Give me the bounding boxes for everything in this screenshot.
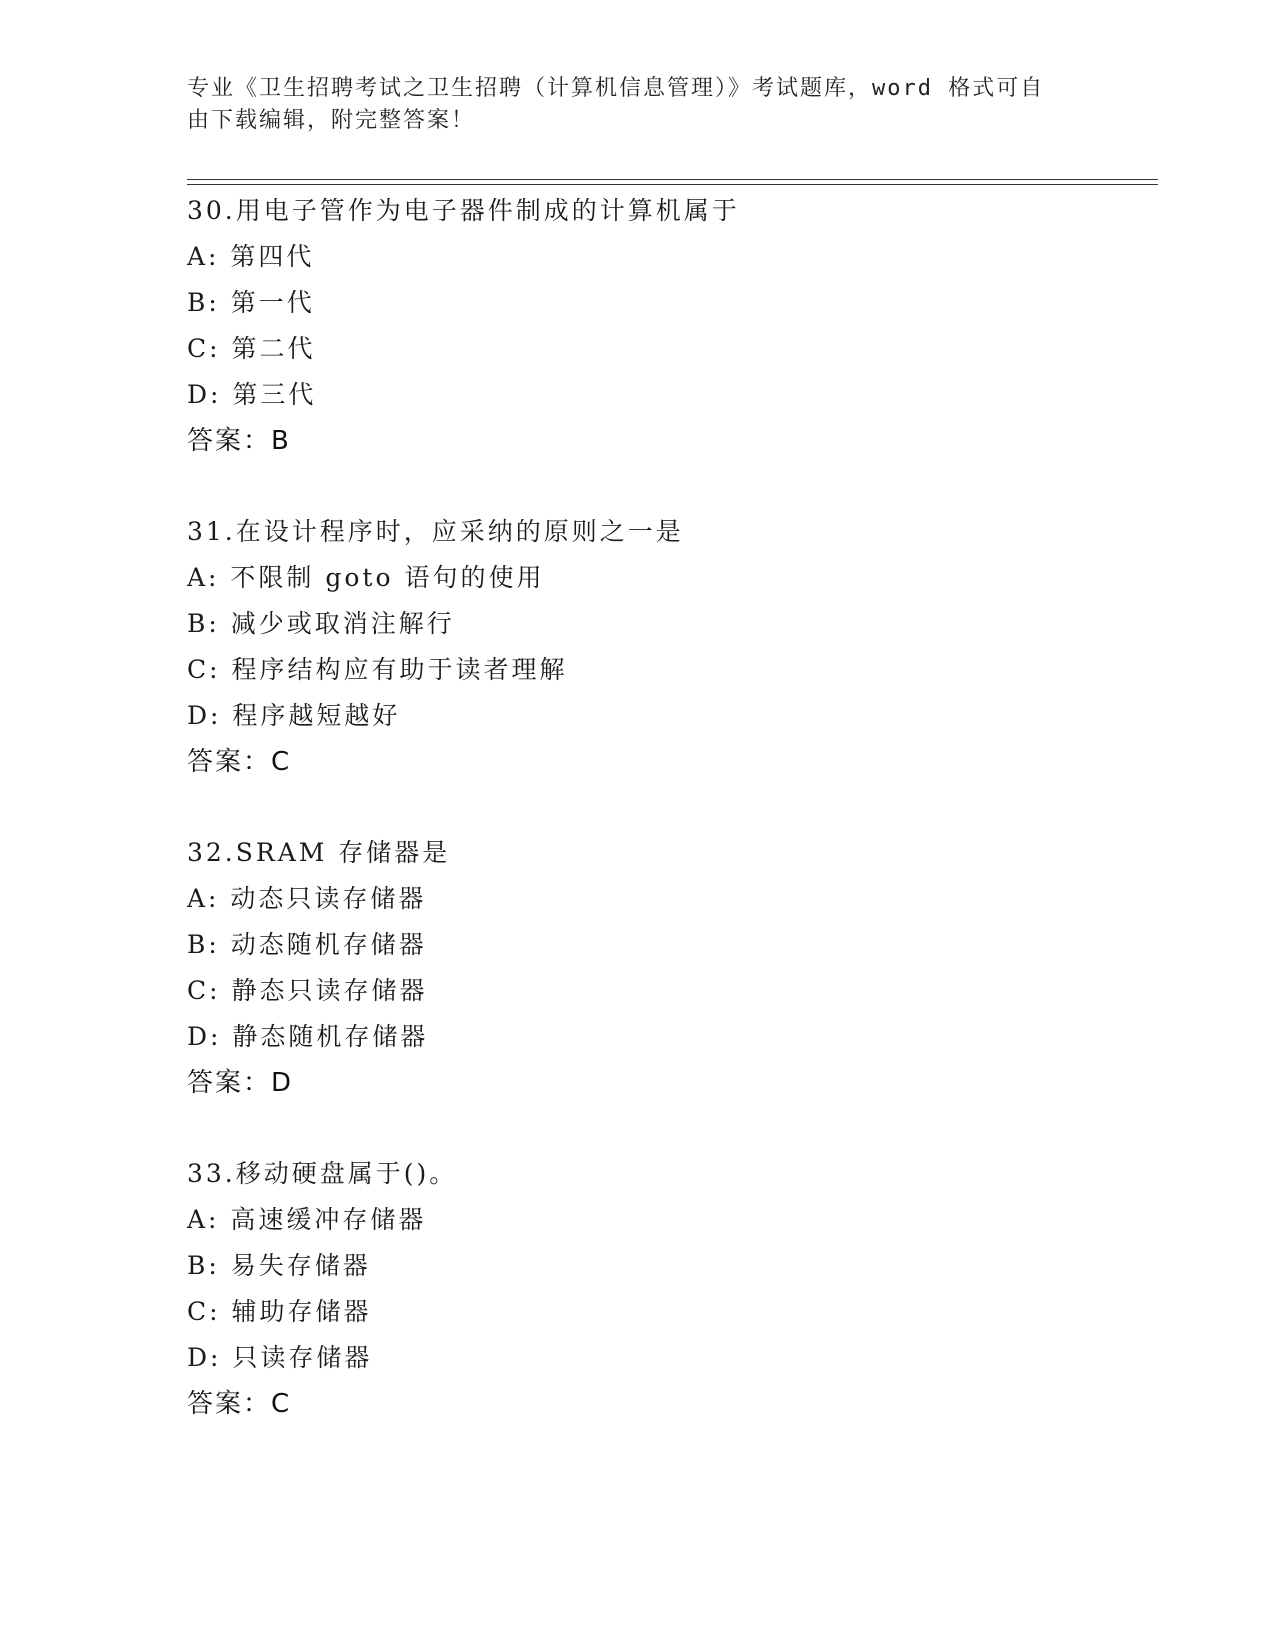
header-line-2: 由下载编辑，附完整答案！ — [187, 108, 476, 133]
answer-line: 答案：D — [187, 1068, 294, 1098]
option-b: B: 减少或取消注解行 — [187, 609, 455, 638]
question-block — [187, 830, 1087, 1106]
option-a: A: 动态只读存储器 — [187, 884, 427, 913]
question-block — [187, 188, 1087, 464]
option-b: B: 动态随机存储器 — [187, 930, 427, 959]
question-stem: 33.移动硬盘属于()。 — [187, 1159, 458, 1188]
option-a: A: 高速缓冲存储器 — [187, 1205, 427, 1234]
option-c: C: 程序结构应有助于读者理解 — [187, 655, 568, 684]
option-a: A: 不限制 goto 语句的使用 — [187, 563, 545, 592]
option-d: D: 程序越短越好 — [187, 701, 401, 730]
document-header — [187, 73, 1087, 137]
question-stem: 30.用电子管作为电子器件制成的计算机属于 — [187, 196, 740, 225]
option-b: B: 第一代 — [187, 288, 315, 317]
answer-line: 答案：C — [187, 747, 292, 777]
option-c: C: 辅助存储器 — [187, 1297, 372, 1326]
option-c: C: 静态只读存储器 — [187, 976, 428, 1005]
header-divider-bottom — [187, 184, 1158, 185]
answer-line: 答案：B — [187, 426, 291, 456]
option-d: D: 第三代 — [187, 380, 317, 409]
answer-line: 答案：C — [187, 1389, 292, 1419]
option-c: C: 第二代 — [187, 334, 316, 363]
option-d: D: 静态随机存储器 — [187, 1022, 429, 1051]
header-line-1: 专业《卫生招聘考试之卫生招聘（计算机信息管理）》考试题库，word 格式可自 — [187, 76, 1045, 101]
question-stem: 31.在设计程序时，应采纳的原则之一是 — [187, 517, 684, 546]
question-stem: 32.SRAM 存储器是 — [187, 838, 451, 867]
option-b: B: 易失存储器 — [187, 1251, 371, 1280]
option-d: D: 只读存储器 — [187, 1343, 373, 1372]
header-divider-top — [187, 179, 1158, 180]
question-block — [187, 509, 1087, 785]
question-block — [187, 1151, 1087, 1427]
option-a: A: 第四代 — [187, 242, 315, 271]
